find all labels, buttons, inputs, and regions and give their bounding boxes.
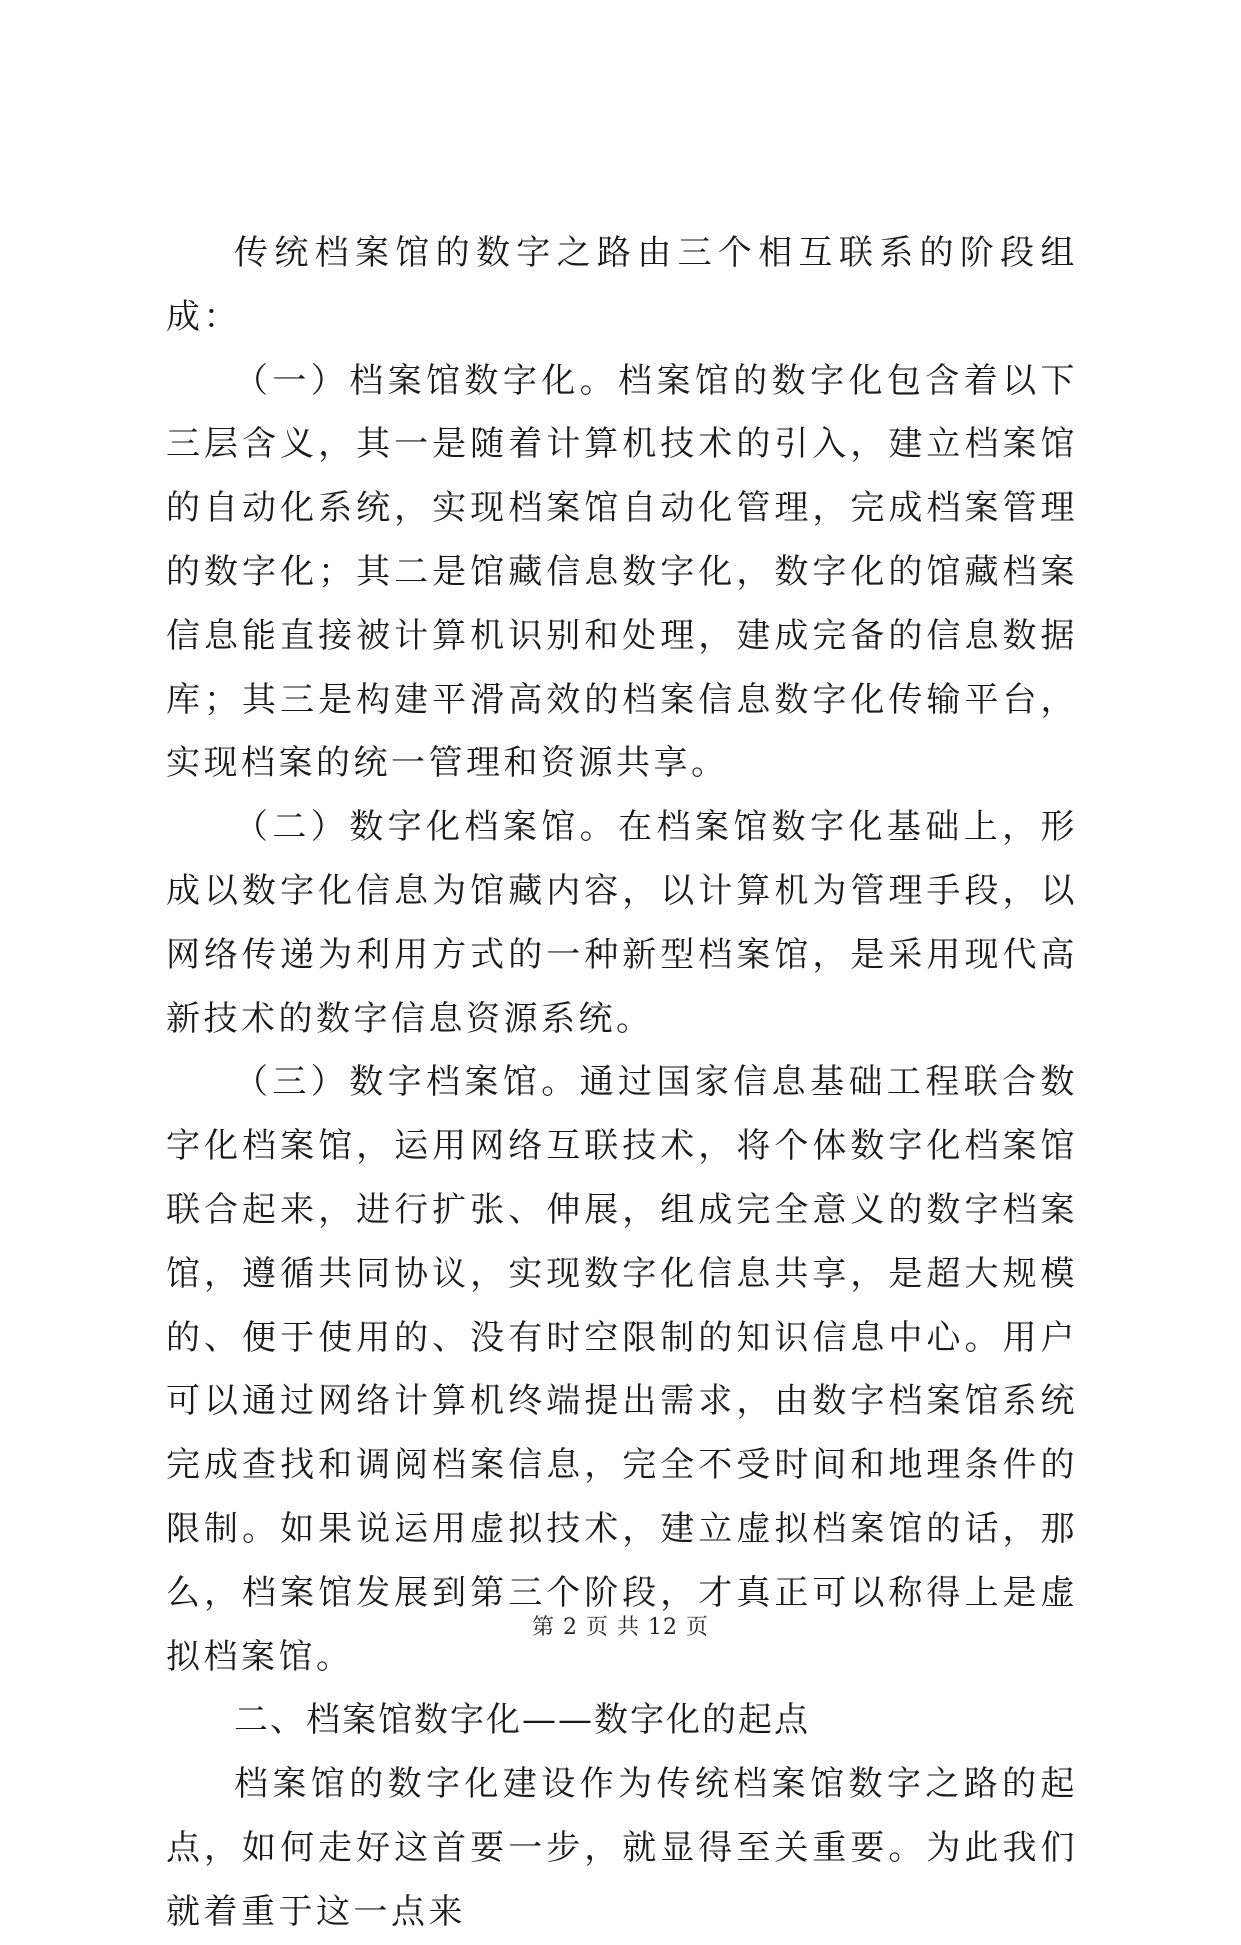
paragraph-stage-two: （二）数字化档案馆。在档案馆数字化基础上，形成以数字化信息为馆藏内容，以计算机为管理手段，以网络传递为利用方式的一种新型档案馆，是采用现代高新技术的数字信息资源系统。: [166, 807, 1078, 1039]
paragraph-stage-three: （三）数字档案馆。通过国家信息基础工程联合数字化档案馆，运用网络互联技术，将个体数字化档案馆联合起来，进行扩张、伸展，组成完全意义的数字档案馆，遵循共同协议，实现数字化信息共享，是超大规模的、便于使用的、没有时空限制的知识信息中心。用户可以通过网络计算机终端提出需求，由数字档案馆系统完成查找和调阅档案信息，完全不受时间和地理条件的限制。如果说运用虚拟技术，建立虚拟档案馆的话，那么，档案馆发展到第三个阶段，才真正可以称得上是虚拟档案馆。: [166, 1062, 1078, 1677]
paragraph-starting-point: 档案馆的数字化建设作为传统档案馆数字之路的起点，如何走好这首要一步，就显得至关重要。为此我们就着重于这一点来: [166, 1764, 1078, 1932]
document-body: [166, 222, 1078, 1945]
page-number-footer: 第 2 页 共 12 页: [532, 1615, 709, 1640]
paragraph-intro: 传统档案馆的数字之路由三个相互联系的阶段组成：: [166, 233, 1078, 337]
paragraph-stage-one: （一）档案馆数字化。档案馆的数字化包含着以下三层含义，其一是随着计算机技术的引入，建立档案馆的自动化系统，实现档案馆自动化管理，完成档案管理的数字化；其二是馆藏信息数字化，数字化的馆藏档案信息能直接被计算机识别和处理，建成完备的信息数据库；其三是构建平滑高效的档案信息数字化传输平台，实现档案的统一管理和资源共享。: [166, 360, 1078, 784]
section-heading: 二、档案馆数字化——数字化的起点: [234, 1700, 810, 1741]
